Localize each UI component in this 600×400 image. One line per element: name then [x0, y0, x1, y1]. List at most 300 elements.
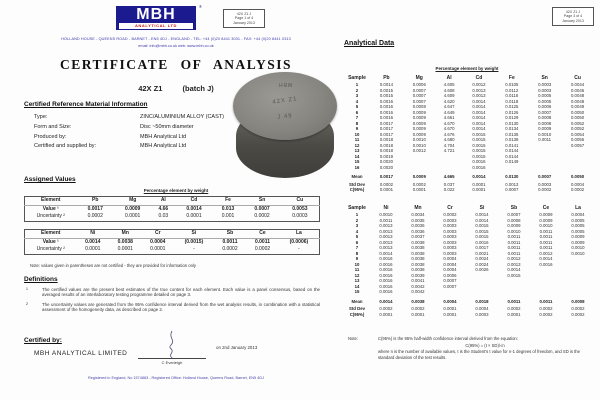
cell: 4.680 [443, 137, 455, 142]
cell: 0.0013 [379, 239, 393, 245]
cell: 0.0009 [125, 205, 141, 212]
cell: 0.0011 [379, 217, 393, 223]
column-header: Al [446, 75, 452, 81]
definition-1 [24, 287, 320, 298]
cell: 0.0016 [379, 267, 393, 272]
cell: 0.0011 [539, 228, 553, 234]
cell: 4.649 [443, 109, 455, 115]
cell: 15 [354, 159, 360, 164]
table-row [25, 238, 320, 246]
column-header: Mg [415, 75, 423, 81]
cell: 0.0005 [571, 217, 585, 223]
address-line: HOLLAND HOUSE - QUEENS ROAD - BARNET - EN5 4DJ - ENGLAND - TEL: +44 (0)20 8441 3031 - FAX: +44 (0)20 8441 0313 [61, 37, 291, 41]
cell: 0.0003 [538, 82, 552, 87]
cell: 0.0013 [379, 223, 393, 228]
column-header: Pb [383, 75, 390, 81]
cell: (0.0006) [289, 238, 309, 245]
cell: 0.0007 [412, 98, 426, 104]
column-header: Ce [542, 205, 550, 211]
cell: 12 [354, 142, 360, 148]
cell: 4.676 [443, 131, 455, 137]
cell: 9 [355, 256, 359, 261]
column-header: Fe [508, 75, 515, 81]
cell: 0.0014 [186, 205, 202, 212]
cell: C(95%) [349, 311, 365, 317]
cell: 0.0053 [292, 205, 308, 212]
cell: 0.0049 [570, 104, 585, 109]
note-body [378, 336, 592, 360]
cell: 8 [355, 250, 359, 256]
cell: 0.0003 [443, 245, 457, 250]
cell: 1 [355, 82, 359, 87]
cell: 0.0004 [571, 212, 585, 217]
column-header: Mn [414, 205, 422, 211]
column-header: Sb [214, 230, 247, 239]
cell: 0.0144 [505, 148, 519, 153]
cell: 0.0026 [475, 267, 489, 272]
cell: 0.0014 [472, 120, 486, 126]
column-header: La [575, 205, 581, 211]
confidence-note [348, 336, 592, 360]
cell: 0.0118 [505, 98, 519, 104]
cell: 0.0011 [507, 298, 521, 304]
cell: Uncertainty ² [36, 213, 65, 219]
cell: 0.0016 [475, 239, 489, 245]
cell: 0.0013 [505, 181, 519, 187]
info-label: Certified and supplied by: [34, 143, 97, 150]
disc-stamp-code: 42X Z1 [272, 96, 298, 106]
cell: 0.0002 [571, 311, 585, 317]
cell: 0.0130 [505, 120, 519, 126]
page-stamp [223, 9, 265, 28]
cell: 4.647 [443, 104, 455, 109]
cell: 0.0001 [85, 246, 101, 252]
cell: 2 [355, 217, 359, 223]
cell: 0.0010 [507, 228, 521, 234]
cell: 0.0003 [475, 311, 489, 317]
cell: 0.0008 [571, 298, 585, 304]
cell: 0.0050 [570, 174, 585, 179]
cell: 0.0013 [472, 87, 486, 93]
cell: 0.0009 [412, 126, 426, 131]
company-name: MBH ANALYTICAL LIMITED [34, 350, 128, 357]
cell: 0.0002 [443, 212, 457, 217]
cell: 0.0018 [379, 148, 393, 153]
cell: 0.0016 [379, 278, 393, 283]
cell: 0.0013 [379, 228, 393, 234]
cell: 0.0007 [412, 87, 426, 93]
cell: 13 [354, 148, 360, 153]
cell: 0.0002 [87, 213, 103, 219]
cell: 0.0001 [125, 213, 141, 219]
cell: 0.0002 [539, 306, 553, 311]
cell: 4.665 [443, 174, 455, 179]
cell: 0.0038 [411, 245, 425, 250]
cell: 1 [355, 212, 359, 217]
table-row [344, 304, 594, 312]
cell: 0.0014 [472, 98, 486, 104]
cell: 0.0009 [538, 126, 552, 131]
cell: 0.0011 [507, 239, 521, 245]
cell: 0.0016 [379, 104, 393, 109]
cell: 0.0013 [507, 261, 521, 267]
info-row-form [34, 124, 244, 134]
cell: 0.0001 [412, 187, 426, 192]
cell: 0.0001 [472, 181, 486, 187]
column-header: Sample [348, 205, 366, 211]
cell: 16 [354, 164, 360, 170]
cell: 0.0016 [539, 261, 553, 267]
cell: 4.620 [443, 98, 455, 104]
cell: 0.0038 [411, 239, 425, 245]
column-header: Ce [246, 230, 279, 239]
cell: 0.0054 [570, 131, 585, 137]
cell: 0.0002 [254, 246, 271, 252]
cell: 0.0014 [472, 115, 486, 120]
info-row-type [34, 114, 244, 124]
confidence-equation: C(95%) = (t × SD)/√n [465, 342, 505, 348]
table-row [344, 170, 594, 180]
cell: 4.670 [443, 120, 455, 126]
column-header: Ni [383, 205, 389, 211]
cell: 0.0015 [475, 234, 489, 239]
note-line-1: C(95%) is the 95% half-width confidence interval derived from the equation: [378, 336, 518, 341]
cell: 14 [354, 153, 360, 159]
cell: 6 [355, 109, 359, 115]
cell: 4.704 [443, 142, 455, 148]
cell: 0.0002 [507, 306, 521, 311]
disc-stamp-batch: J 49 [277, 113, 293, 121]
cell: 8 [355, 120, 359, 126]
cell: Value ¹ [42, 238, 59, 245]
cell: 0.0001 [472, 187, 486, 192]
batch-label: (batch J) [182, 84, 214, 93]
table-row [25, 197, 320, 206]
table-row [25, 246, 320, 254]
column-header: Si [174, 230, 214, 239]
table-row [344, 75, 594, 82]
cell: 0.0016 [379, 283, 393, 289]
page-stamp [552, 7, 594, 26]
cell: 0.0149 [505, 159, 519, 164]
cell: 0.0052 [570, 120, 585, 126]
cell: 0.0010 [571, 245, 585, 250]
cell: 7 [355, 115, 359, 120]
cell: 0.0010 [412, 137, 426, 142]
cell: - [298, 246, 300, 252]
cell: 0.0006 [443, 272, 457, 278]
assigned-values-heading: Assigned Values [24, 176, 76, 183]
cell: Mean [351, 298, 363, 304]
definitions-list [24, 287, 320, 317]
cell: 0.0016 [379, 98, 393, 104]
cell: 0.0135 [505, 131, 519, 137]
cell: 0.0034 [411, 212, 425, 217]
cell: 0.0014 [472, 109, 486, 115]
cell: 9 [355, 126, 359, 131]
disc-stamp-mbh: MBH [277, 81, 293, 87]
cell: 0.0126 [505, 109, 519, 115]
info-value: MBH Analytical Ltd [140, 133, 187, 140]
assigned-values-table-1 [24, 196, 320, 222]
column-header: Sn [243, 197, 280, 206]
cell: 0.0014 [472, 126, 486, 131]
cell: 0.0105 [505, 82, 519, 87]
cell: 0.0012 [412, 148, 426, 153]
cell: 0.0016 [472, 159, 486, 164]
cell: 0.0042 [411, 289, 425, 294]
note-label: Note: [348, 336, 359, 341]
cell: 4.605 [443, 82, 455, 87]
cell: 0.0001 [379, 187, 393, 192]
disc-top-face [233, 72, 337, 140]
definition-number: 2 [26, 301, 28, 306]
cell: 0.0015 [379, 93, 393, 98]
cell: 0.0005 [571, 228, 585, 234]
cell: 0.0038 [411, 261, 425, 267]
cell: 0.0004 [475, 306, 489, 311]
cell: 0.0014 [475, 212, 489, 217]
cell: (0.0015) [184, 238, 204, 245]
cell: 0.0024 [475, 261, 489, 267]
cell: 0.0002 [254, 213, 270, 219]
cell: 0.0012 [507, 256, 521, 261]
cell: 0.0001 [186, 213, 202, 219]
cell: 0.0017 [379, 120, 393, 126]
cell: 12 [354, 272, 360, 278]
cell: 0.0016 [379, 256, 393, 261]
column-header: La [279, 230, 320, 239]
cell: 0.0055 [570, 137, 585, 142]
cell: 7 [355, 245, 359, 250]
cell: 0.0014 [539, 256, 553, 261]
cell: 0.0013 [379, 245, 393, 250]
column-header: Cu [574, 75, 581, 81]
cell: 4.661 [443, 115, 455, 120]
cell: 0.0004 [443, 267, 457, 272]
cell: 0.0006 [538, 104, 552, 109]
cell: 0.0003 [443, 217, 457, 223]
cell: 0.0010 [539, 223, 553, 228]
cell: 0.037 [443, 181, 455, 187]
cell: 0.0014 [472, 174, 486, 179]
info-label: Produced by: [34, 133, 67, 140]
registration-footer: Registered in England, No 1574883 - Registered Office: Holland House, Queens Road, Barnet, EN5 4DJ [88, 376, 264, 380]
cell: 0.0015 [472, 137, 486, 142]
cell: 0.0134 [505, 126, 519, 131]
cell: 0.0038 [411, 267, 425, 272]
cell: 0.0007 [443, 278, 457, 283]
cell: 0.0007 [412, 93, 426, 98]
cell: 0.0003 [538, 181, 552, 187]
cell: 0.0019 [379, 153, 393, 159]
cell: C(95%) [349, 187, 365, 192]
cell: 0.0002 [379, 306, 393, 311]
cell: 5 [355, 234, 359, 239]
cell: 0.0017 [379, 131, 393, 137]
column-header: Element [25, 197, 77, 206]
page-certificate [20, 0, 332, 400]
cell: 0.0015 [472, 148, 486, 153]
cell: 0.0130 [505, 174, 519, 179]
cell: 0.0002 [570, 187, 585, 192]
cell: Value ¹ [42, 205, 59, 212]
info-label: Form and Size: [34, 123, 72, 130]
column-header: Sb [510, 205, 518, 211]
column-header: Fe [213, 197, 244, 206]
cell: 0.0116 [505, 93, 519, 98]
info-row-certifier [34, 143, 244, 153]
cell: 0.0038 [411, 298, 425, 304]
cell: 0.0048 [570, 93, 585, 98]
definitions-heading: Definitions [24, 276, 58, 283]
analytical-data-heading: Analytical Data [344, 40, 395, 47]
cell: 0.0017 [379, 174, 393, 179]
cell: 0.0012 [472, 82, 486, 87]
cell: 0.0016 [379, 289, 393, 294]
cell: 0.0011 [507, 250, 521, 256]
stamp-date: January 2013 [233, 20, 255, 25]
cell: 0.0003 [292, 213, 308, 219]
cell: 0.0042 [411, 283, 425, 289]
info-label: Type: [34, 114, 48, 120]
cell: 0.0012 [539, 250, 553, 256]
cell: 0.0007 [443, 283, 457, 289]
cell: 0.022 [443, 187, 455, 192]
cell: 13 [354, 278, 360, 283]
cell: 0.0002 [411, 306, 425, 311]
cell: 0.0009 [412, 109, 426, 115]
cell: 4.608 [443, 87, 455, 93]
pct-by-weight-label: Percentage element by weight [143, 188, 209, 193]
column-header: Sample [348, 75, 366, 81]
sample-disc-photo [232, 72, 338, 186]
cell: 0.0008 [507, 217, 521, 223]
registered-trademark-icon: ® [199, 4, 202, 9]
cell: 0.0010 [571, 250, 585, 256]
cell: 0.0005 [538, 98, 552, 104]
cell: 0.0001 [443, 311, 457, 317]
cell: 0.0009 [412, 174, 426, 179]
logo-subtext: ANALYTICAL LTD [119, 23, 193, 29]
cell: 0.0001 [507, 311, 521, 317]
crm-info-list [34, 114, 244, 153]
cell: 10 [354, 131, 360, 137]
cell: 0.0138 [505, 137, 519, 142]
cell: 0.0009 [571, 234, 585, 239]
cell: 0.0002 [222, 246, 238, 252]
pct-by-weight-label: Percentage element by weight [435, 66, 499, 71]
mbh-logo [116, 4, 202, 30]
product-code: 42X Z1 [138, 84, 163, 93]
column-header: Cd [175, 197, 212, 206]
definition-2 [24, 302, 320, 313]
cell: 0.0001 [379, 311, 393, 317]
cell: 0.0002 [571, 306, 585, 311]
info-value: MBH Analytical Ltd [140, 143, 187, 150]
cell: 0.0129 [505, 115, 519, 120]
cell: 0.0112 [505, 87, 519, 93]
column-header: Ni [77, 230, 110, 239]
cell: 0.0057 [570, 142, 585, 148]
table-row [344, 312, 594, 318]
cell: 0.0014 [85, 238, 101, 245]
column-header: Cu [281, 197, 320, 206]
cell: 0.0003 [443, 239, 457, 245]
cell: 0.0018 [379, 137, 393, 142]
cell: 0.0017 [475, 245, 489, 250]
cell: 0.0011 [538, 137, 552, 142]
cell: 11 [354, 267, 360, 272]
cell: 0.0011 [539, 234, 553, 239]
table-row [344, 205, 594, 212]
cell: 4.721 [443, 148, 455, 153]
table-row [25, 213, 320, 221]
column-header: Mg [114, 197, 151, 206]
cell: 0.0050 [570, 115, 585, 120]
table-row [344, 187, 594, 193]
cell: Mean [351, 174, 363, 179]
column-header: Cr [447, 205, 453, 211]
cell: 0.0021 [475, 250, 489, 256]
cell: 0.0011 [507, 234, 521, 239]
column-header: Sn [541, 75, 548, 81]
signature-icon [158, 330, 188, 360]
cell: 0.0015 [472, 153, 486, 159]
cell: 0.0003 [443, 250, 457, 256]
cell: 0.0003 [538, 87, 552, 93]
cell: 0.0003 [443, 223, 457, 228]
stamp-page: Page 1 of 4 [234, 16, 254, 21]
signer-name: C Everleigh [161, 360, 183, 365]
cell: 4.670 [443, 126, 455, 131]
cell: 0.0010 [412, 142, 426, 148]
cell: 0.0014 [472, 104, 486, 109]
certified-by-heading: Certified by: [24, 337, 62, 344]
cell: 0.0004 [570, 181, 585, 187]
cell: 0.0016 [379, 109, 393, 115]
cell: 4.66 [158, 205, 169, 212]
cell: 0.0009 [571, 239, 585, 245]
info-row-producer [34, 134, 244, 144]
cell: 0.0009 [412, 120, 426, 126]
cell: Std Dev [349, 306, 365, 311]
cell: 0.0010 [379, 212, 393, 217]
cell: 0.0044 [570, 82, 585, 87]
logo-text: MBH [136, 6, 176, 23]
cell: 0.0038 [411, 256, 425, 261]
cell: 0.0009 [412, 131, 426, 137]
cell: 0.0004 [150, 238, 166, 245]
cell: 0.0003 [443, 234, 457, 239]
cell: 0.0009 [507, 223, 521, 228]
contact-line: email: info@mbh.co.uk web: www.mbh.co.uk [138, 43, 214, 48]
table-row [344, 180, 594, 188]
page-analytical-data [342, 0, 596, 400]
cell: 0.0015 [475, 223, 489, 228]
column-header: Element [25, 230, 77, 239]
cell: 0.0001 [150, 246, 166, 252]
table-row [25, 230, 320, 239]
cell: 0.0001 [443, 306, 457, 311]
definition-number: 1 [26, 287, 28, 291]
certificate-title: CERTIFICATE OF ANALYSIS [59, 57, 293, 72]
cell: 0.0018 [475, 298, 489, 304]
cell: 0.0050 [570, 109, 585, 115]
cell: 0.0014 [379, 250, 393, 256]
cell: 0.0035 [411, 217, 425, 223]
cell: 0.0144 [505, 153, 519, 159]
